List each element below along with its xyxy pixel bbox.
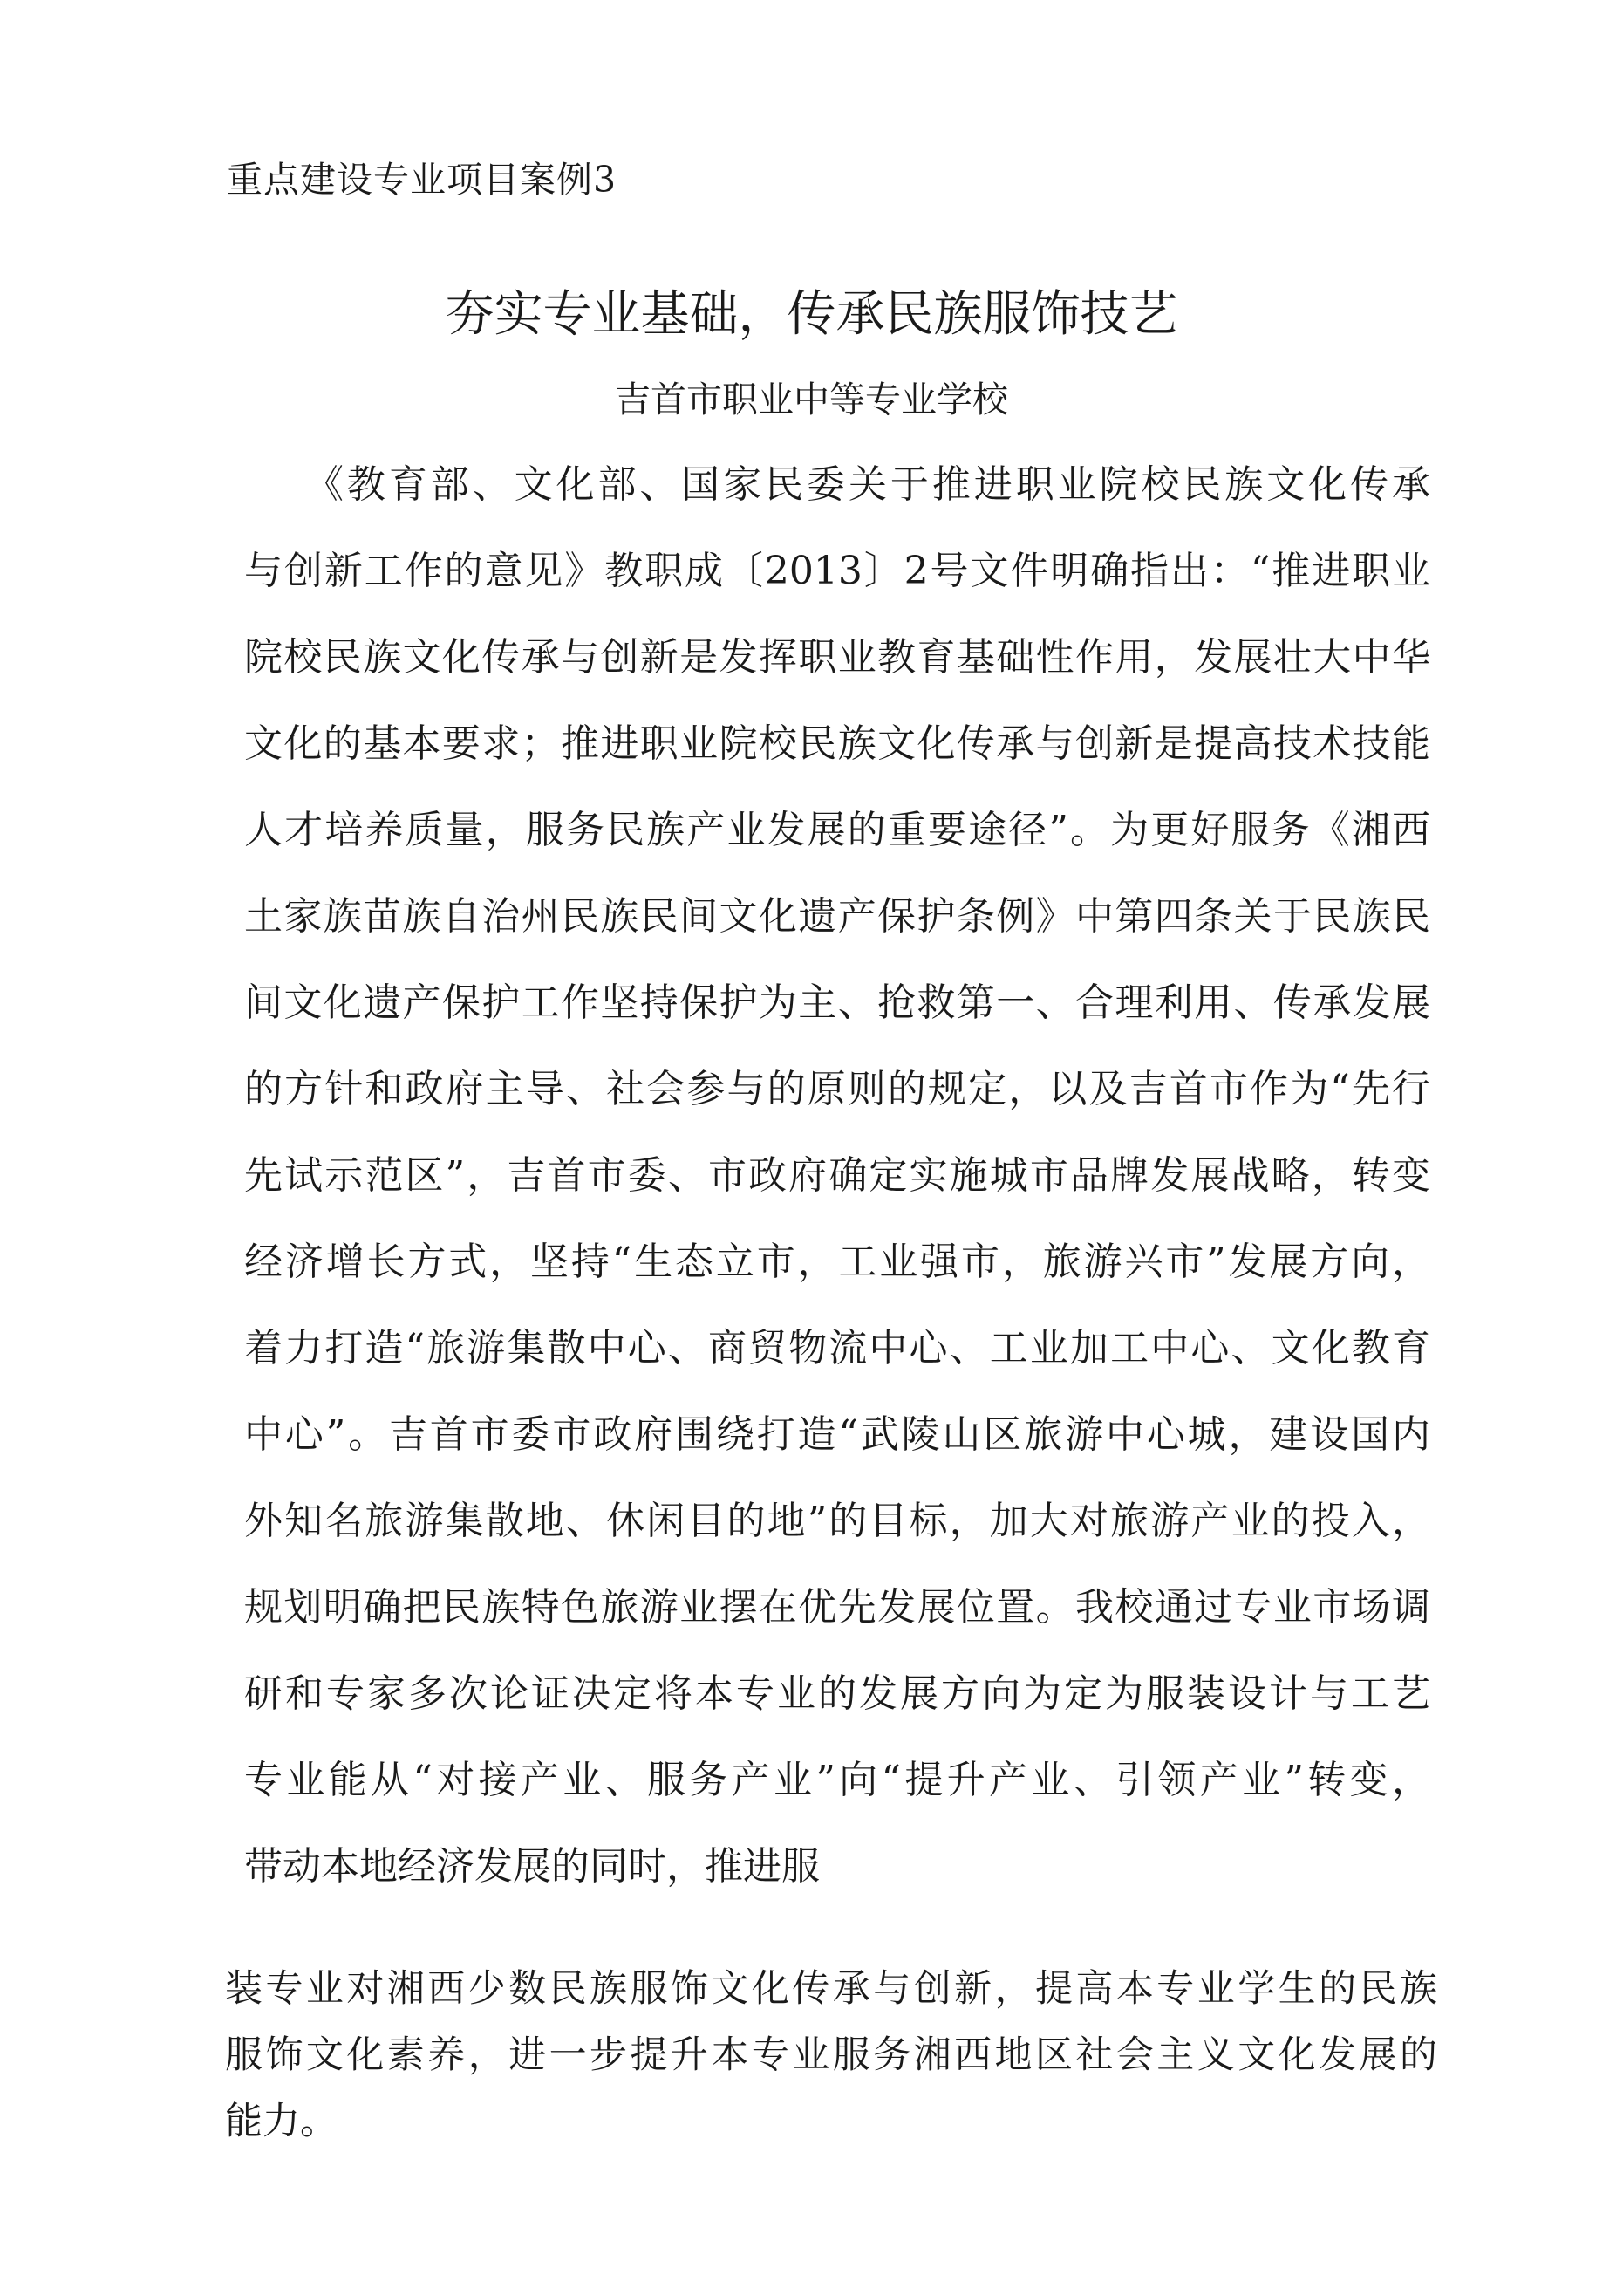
body-line: 《教育部、文化部、国家民委关于推进职业院校民族文化传承: [305, 462, 1430, 507]
continuation-line: 能力。: [225, 2100, 338, 2143]
continuation-paragraph: [225, 1963, 1437, 2162]
body-line: 人才培养质量，服务民族产业发展的重要途径”。为更好服务《湘西: [244, 808, 1430, 852]
body-line: 带动本地经济发展的同时，推进服: [244, 1844, 820, 1889]
body-line: 土家族苗族自治州民族民间文化遗产保护条例》中第四条关于民族民: [244, 894, 1430, 939]
body-line: 的方针和政府主导、社会参与的原则的规定，以及吉首市作为“先行: [244, 1067, 1430, 1111]
body-line: 文化的基本要求；推进职业院校民族文化传承与创新是提高技术技能: [244, 721, 1430, 766]
body-line: 先试示范区”，吉首市委、市政府确定实施城市品牌发展战略，转变: [244, 1153, 1430, 1198]
continuation-line: 装专业对湘西少数民族服饰文化传承与创新，提高本专业学生的民族: [225, 1967, 1437, 2011]
case-label: 重点建设专业项目案例3: [227, 159, 617, 201]
body-line: 经济增长方式，坚持“生态立市，工业强市，旅游兴市”发展方向，: [244, 1240, 1430, 1284]
body-line: 规划明确把民族特色旅游业摆在优先发展位置。我校通过专业市场调: [244, 1585, 1430, 1630]
body-line: 与创新工作的意见》教职成〔2013〕2号文件明确指出：“推进职业: [244, 549, 1430, 593]
body-line: 院校民族文化传承与创新是发挥职业教育基础性作用，发展壮大中华: [244, 635, 1430, 680]
body-line: 专业能从“对接产业、服务产业”向“提升产业、引领产业”转变，: [244, 1758, 1430, 1802]
document-title: 夯实专业基础，传承民族服饰技艺: [445, 286, 1178, 343]
body-line: 研和专家多次论证决定将本专业的发展方向为定为服装设计与工艺: [244, 1671, 1430, 1716]
school-name: 吉首市职业中等专业学校: [615, 379, 1008, 420]
continuation-line: 服饰文化素养，进一步提升本专业服务湘西地区社会主义文化发展的: [225, 2033, 1437, 2077]
body-paragraph: [244, 459, 1430, 1927]
body-line: 外知名旅游集散地、休闲目的地”的目标，加大对旅游产业的投入，: [244, 1499, 1430, 1543]
body-line: 间文化遗产保护工作坚持保护为主、抢救第一、合理利用、传承发展: [244, 981, 1430, 1025]
body-line: 着力打造“旅游集散中心、商贸物流中心、工业加工中心、文化教育: [244, 1326, 1430, 1370]
body-line: 中心”。吉首市委市政府围绕打造“武陵山区旅游中心城，建设国内: [244, 1412, 1430, 1457]
